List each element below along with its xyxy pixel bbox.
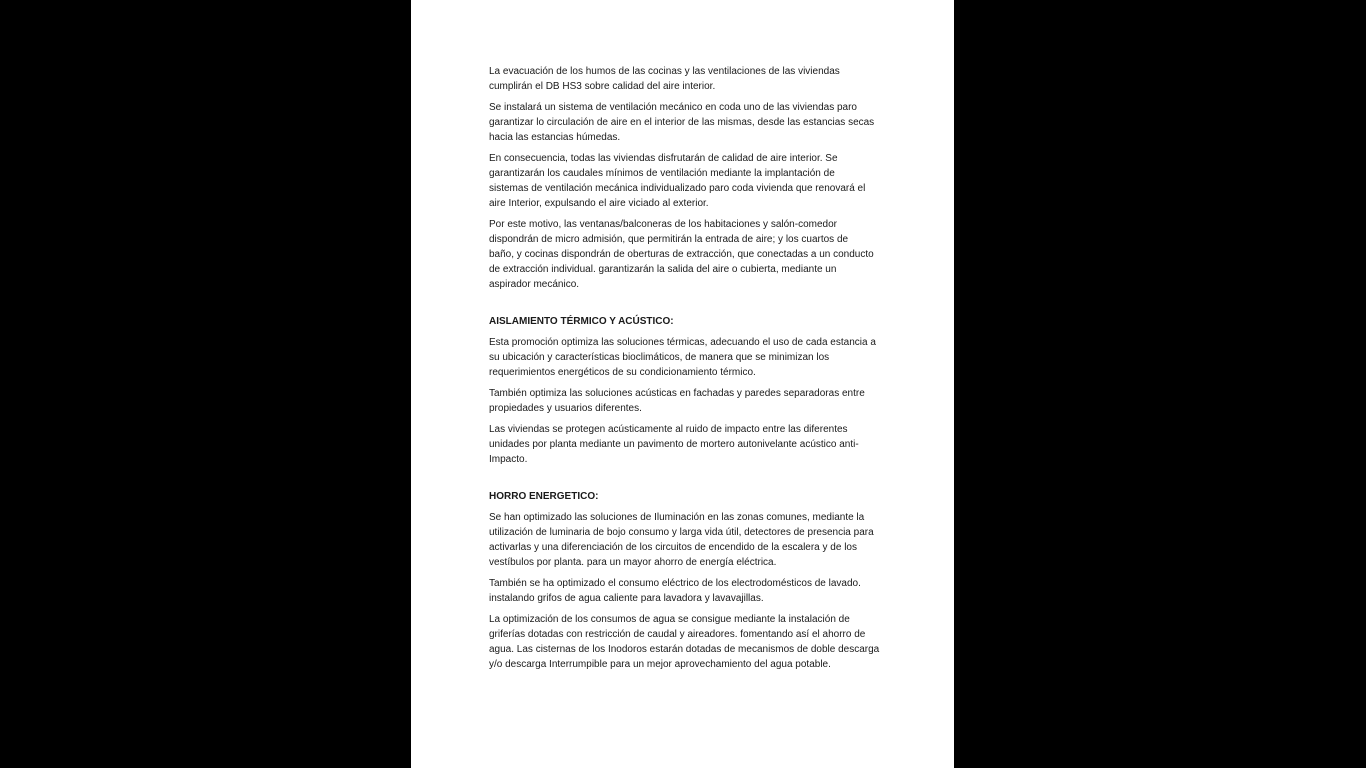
paragraph: Se han optimizado las soluciones de Iluminación en las zonas comunes, mediante la utilización de luminaria de bojo consumo y larga vida útil, detectores de presencia para activarlas y una diferenciación de los circuitos de encendido de la escalera y de los vestíbulos por planta. para un mayor ahorro de energía eléctrica.: [489, 512, 874, 568]
paragraph: La evacuación de los humos de las cocinas y las ventilaciones de las viviendas cumplirán el DB HS3 sobre calidad del aire interior.: [489, 66, 840, 92]
paragraph: Por este motivo, las ventanas/balconeras de los habitaciones y salón-comedor dispondrán de micro admisión, que permitirán la entrada de aire; y los cuartos de baño, y cocinas dispondrán de oberturas de extracción, que conectadas a un conducto de extracción individual. garantizarán la salida del aire o cubierta, mediante un aspirador mecánico.: [489, 219, 874, 290]
paragraph: Las viviendas se protegen acústicamente al ruido de impacto entre las diferentes unidades por planta mediante un pavimento de mortero autonivelante acústico anti- Impacto.: [489, 424, 859, 465]
document-page: [411, 0, 954, 768]
paragraph: En consecuencia, todas las viviendas disfrutarán de calidad de aire interior. Se garantizarán los caudales mínimos de ventilación mediante la implantación de sistemas de ventilación mecánica individualizado paro coda vivienda que renovará el aire Interior, expulsando el aire viciado al exterior.: [489, 153, 866, 209]
paragraph: Se instalará un sistema de ventilación mecánico en coda uno de las viviendas paro garantizar lo circulación de aire en el interior de las mismas, desde las estancias secas hacia las estancias húmedas.: [489, 102, 875, 143]
paragraph: Esta promoción optimiza las soluciones térmicas, adecuando el uso de cada estancia a su ubicación y características bioclimáticos, de manera que se minimizan los requerimientos energéticos de su condicionamiento térmico.: [489, 337, 876, 378]
page-content: [489, 64, 881, 672]
paragraph: También se ha optimizado el consumo eléctrico de los electrodomésticos de lavado. instalando grifos de agua caliente para lavadora y lavavajillas.: [489, 578, 861, 604]
paragraph: También optimiza las soluciones acústicas en fachadas y paredes separadoras entre propiedades y usuarios diferentes.: [489, 388, 865, 414]
section-heading-ahorro: HORRO ENERGETICO:: [489, 491, 599, 502]
section-heading-aislamiento: AISLAMIENTO TÉRMICO Y ACÚSTICO:: [489, 316, 674, 327]
paragraph: La optimización de los consumos de agua se consigue mediante la instalación de griferías dotadas con restricción de caudal y aireadores. fomentando así el ahorro de agua. Las cisternas de los Inodoros estarán dotadas de mecanismos de doble descarga y/o descarga Interrumpible para un mejor aprovechamiento del agua potable.: [489, 614, 880, 670]
